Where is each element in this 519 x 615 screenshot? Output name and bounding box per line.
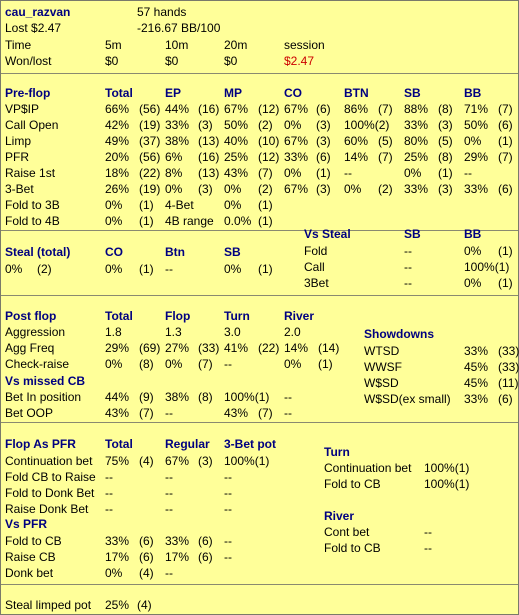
steal-total-value: 0% (5, 262, 23, 276)
vs-steal-header: Vs Steal (304, 227, 351, 241)
steal-total-count: (2) (37, 262, 52, 276)
stat-value: (22) (258, 341, 280, 355)
time-10m: 10m (165, 38, 189, 52)
four-bet-value: 0% (224, 198, 242, 212)
stat-label: Fold to Donk Bet (5, 486, 95, 500)
stat-value: 67% (165, 454, 190, 468)
stat-value: 0% (165, 357, 183, 371)
stat-value: (1) (498, 244, 513, 258)
stat-value: 29% (464, 150, 489, 164)
stat-label: PFR (5, 150, 29, 164)
stat-value: 29% (105, 341, 130, 355)
stat-value: 33% (404, 118, 429, 132)
stat-value: (9) (139, 390, 154, 404)
stat-value: (13) (198, 166, 220, 180)
stat-label: Raise CB (5, 550, 56, 564)
vs-steal-col-bb: BB (464, 227, 482, 241)
stat-value: (6) (498, 182, 513, 196)
separator (1, 422, 518, 423)
stat-label: Raise 1st (5, 166, 56, 180)
stat-value: (1) (498, 134, 513, 148)
time-label: Time (5, 38, 32, 52)
stat-value: (8) (139, 357, 154, 371)
wonlost-10m: $0 (165, 54, 179, 68)
stat-value: (3) (438, 182, 453, 196)
vs-steal-col-sb: SB (404, 227, 421, 241)
bb-per-100: -216.67 BB/100 (137, 21, 221, 35)
stat-value: 14% (284, 341, 309, 355)
stat-value: (3) (316, 182, 331, 196)
stat-value: 0% (284, 166, 302, 180)
stat-value: (5) (378, 134, 393, 148)
stat-value: (33) (498, 344, 519, 358)
stat-label: Agg Freq (5, 341, 55, 355)
stat-value: 0% (464, 134, 482, 148)
stat-value: 0% (165, 182, 183, 196)
stat-value: (19) (139, 182, 161, 196)
stat-value: (6) (198, 534, 213, 548)
stat-value: 0% (105, 357, 123, 371)
stat-label: WTSD (364, 344, 400, 358)
preflop-col-co: CO (284, 86, 302, 100)
stat-label: Continuation bet (5, 454, 93, 468)
separator (1, 295, 518, 296)
stat-value: 41% (224, 341, 249, 355)
stat-value: 45% (464, 360, 489, 374)
postflop-col-total: Total (105, 309, 133, 323)
stat-value: 43% (224, 166, 249, 180)
stat-value: 100%(2) (344, 118, 390, 132)
stat-value: -- (424, 541, 432, 555)
stat-value: -- (105, 502, 113, 516)
stat-value: 25% (404, 150, 429, 164)
stat-value: (56) (139, 102, 161, 116)
stat-value: (11) (498, 376, 519, 390)
preflop-col-sb: SB (404, 86, 421, 100)
stat-value: 27% (165, 341, 190, 355)
stat-value: 33% (464, 392, 489, 406)
stat-value: 49% (105, 134, 130, 148)
stat-value: 100%(1) (224, 390, 270, 404)
stat-label: 3-Bet (5, 182, 34, 196)
stat-value: -- (224, 550, 232, 564)
preflop-col-total: Total (105, 86, 133, 100)
stat-value: 33% (284, 150, 309, 164)
stat-value: (2) (378, 182, 393, 196)
four-bet-label: 4-Bet (165, 198, 194, 212)
player-name: cau_razvan (5, 5, 71, 19)
stat-value: -- (424, 525, 432, 539)
stat-value: 1.8 (105, 325, 122, 339)
separator (1, 584, 518, 585)
stat-value: 43% (224, 406, 249, 420)
fold-to-3b-label: Fold to 3B (5, 198, 60, 212)
steal-limped-label: Steal limped pot (5, 598, 92, 612)
stat-value: (8) (438, 150, 453, 164)
stat-value: (8) (198, 390, 213, 404)
time-session: session (284, 38, 325, 52)
stat-value: (7) (258, 166, 273, 180)
postflop-col-flop: Flop (165, 309, 191, 323)
stat-value: (6) (498, 392, 513, 406)
stat-value: 20% (105, 150, 130, 164)
stat-value: -- (224, 486, 232, 500)
stat-value: 67% (284, 134, 309, 148)
stat-value: (6) (139, 534, 154, 548)
stat-value: -- (165, 486, 173, 500)
stat-value: -- (224, 470, 232, 484)
stat-value: (6) (316, 102, 331, 116)
stat-value: 86% (344, 102, 369, 116)
hands-count: 57 hands (137, 5, 187, 19)
stat-value: (7) (198, 357, 213, 371)
stat-value: 88% (404, 102, 429, 116)
stat-value: 44% (105, 390, 130, 404)
stat-label: W$SD (364, 376, 399, 390)
fold-to-3b-value: 0% (105, 198, 123, 212)
stat-value: (37) (139, 134, 161, 148)
river-header: River (324, 509, 355, 523)
stat-value: -- (165, 406, 173, 420)
stat-label: Call (304, 260, 325, 274)
stat-value: (56) (139, 150, 161, 164)
steal-sb-count: (1) (258, 262, 273, 276)
stat-value: (7) (139, 406, 154, 420)
stat-value: (4) (139, 454, 154, 468)
lost-amount: Lost $2.47 (5, 21, 62, 35)
flop-pfr-col-regular: Regular (165, 437, 210, 451)
stat-value: 18% (105, 166, 130, 180)
stat-value: (7) (498, 102, 513, 116)
stat-value: 33% (105, 534, 130, 548)
stat-value: 33% (165, 118, 190, 132)
steal-co-value: 0% (105, 262, 123, 276)
stat-label: Check-raise (5, 357, 70, 371)
stat-label: Aggression (5, 325, 66, 339)
stat-value: 0% (404, 166, 422, 180)
four-bet-count: (1) (258, 198, 273, 212)
wonlost-20m: $0 (224, 54, 238, 68)
stat-value: 0% (284, 118, 302, 132)
stat-value: 0% (464, 244, 482, 258)
stat-value: 44% (165, 102, 190, 116)
stat-value: -- (224, 502, 232, 516)
preflop-col-mp: MP (224, 86, 242, 100)
stat-value: 17% (105, 550, 130, 564)
stat-value: (2) (258, 118, 273, 132)
stat-value: 33% (404, 182, 429, 196)
stat-label: Donk bet (5, 566, 54, 580)
wonlost-label: Won/lost (5, 54, 52, 68)
stat-label: Fold to CB (5, 534, 62, 548)
stat-value: 8% (165, 166, 183, 180)
stat-label: Fold to CB (324, 477, 381, 491)
stat-value: 25% (224, 150, 249, 164)
steal-limped-count: (4) (137, 598, 152, 612)
stat-value: 42% (105, 118, 130, 132)
stat-value: -- (284, 406, 292, 420)
stat-value: (2) (258, 182, 273, 196)
stat-value: (33) (498, 360, 519, 374)
stat-value: 80% (404, 134, 429, 148)
stat-label: Continuation bet (324, 461, 412, 475)
stat-value: (12) (258, 150, 280, 164)
stat-label: W$SD(ex small) (364, 392, 451, 406)
stat-value: (7) (378, 150, 393, 164)
stat-value: -- (404, 244, 412, 258)
stat-label: Fold CB to Raise (5, 470, 96, 484)
stat-value: (3) (438, 118, 453, 132)
stat-value: 60% (344, 134, 369, 148)
stat-value: 6% (165, 150, 183, 164)
preflop-header: Pre-flop (5, 86, 51, 100)
stat-value: 100%(1) (424, 477, 470, 491)
flop-pfr-header: Flop As PFR (5, 437, 76, 451)
stat-value: (6) (139, 550, 154, 564)
stat-value: (6) (498, 118, 513, 132)
stat-value: (1) (316, 166, 331, 180)
stat-value: (69) (139, 341, 161, 355)
stat-value: 33% (165, 534, 190, 548)
stat-value: (33) (198, 341, 220, 355)
stat-value: 38% (165, 390, 190, 404)
stat-value: -- (105, 470, 113, 484)
separator (1, 73, 518, 74)
stat-value: (16) (198, 102, 220, 116)
fold-to-3b-count: (1) (139, 198, 154, 212)
stat-label: Limp (5, 134, 32, 148)
stat-value: (3) (198, 182, 213, 196)
stat-label: 3Bet (304, 276, 329, 290)
stat-value: (7) (378, 102, 393, 116)
stat-value: (14) (318, 341, 340, 355)
stat-value: 17% (165, 550, 190, 564)
stat-value: (1) (318, 357, 333, 371)
time-5m: 5m (105, 38, 122, 52)
postflop-col-turn: Turn (224, 309, 250, 323)
stat-value: -- (404, 260, 412, 274)
stat-value: 100%(1) (224, 454, 270, 468)
stat-value: (1) (438, 166, 453, 180)
stat-value: 0% (284, 357, 302, 371)
stat-value: (4) (139, 566, 154, 580)
showdowns-header: Showdowns (364, 327, 434, 341)
stat-value: 33% (464, 344, 489, 358)
stat-value: 50% (464, 118, 489, 132)
stat-value: -- (165, 566, 173, 580)
stat-value: -- (344, 166, 352, 180)
stat-label: Bet In position (5, 390, 82, 404)
stat-value: 67% (284, 182, 309, 196)
stat-value: (7) (258, 406, 273, 420)
stat-value: (22) (139, 166, 161, 180)
stat-value: 67% (284, 102, 309, 116)
stat-value: 43% (105, 406, 130, 420)
stat-value: (10) (258, 134, 280, 148)
stat-label: Fold to CB (324, 541, 381, 555)
preflop-col-btn: BTN (344, 86, 369, 100)
stat-value: 38% (165, 134, 190, 148)
stat-value: 66% (105, 102, 130, 116)
stat-value: 45% (464, 376, 489, 390)
flop-pfr-col-total: Total (105, 437, 133, 451)
fold-to-4b-value: 0% (105, 214, 123, 228)
steal-col-co: CO (105, 245, 123, 259)
postflop-col-river: River (284, 309, 315, 323)
stat-value: (5) (438, 134, 453, 148)
stat-value: -- (165, 502, 173, 516)
steal-co-count: (1) (139, 262, 154, 276)
steal-sb-value: 0% (224, 262, 242, 276)
fold-to-4b-count: (1) (139, 214, 154, 228)
preflop-col-bb: BB (464, 86, 482, 100)
stat-label: Raise Donk Bet (5, 502, 89, 516)
stat-value: (3) (198, 454, 213, 468)
stat-value: -- (284, 390, 292, 404)
wonlost-session: $2.47 (284, 54, 315, 68)
stat-label: VP$IP (5, 102, 40, 116)
stat-value: 50% (224, 118, 249, 132)
stat-value: (16) (198, 150, 220, 164)
steal-total-header: Steal (total) (5, 245, 71, 259)
vs-missed-cb-header: Vs missed CB (5, 374, 86, 388)
stat-value: 0% (344, 182, 362, 196)
stat-value: -- (404, 276, 412, 290)
stat-value: (8) (438, 102, 453, 116)
stat-value: 2.0 (284, 325, 301, 339)
steal-btn-value: -- (165, 262, 173, 276)
preflop-col-ep: EP (165, 86, 182, 100)
postflop-header: Post flop (5, 309, 57, 323)
stat-label: Fold (304, 244, 328, 258)
wonlost-5m: $0 (105, 54, 119, 68)
stat-value: -- (165, 470, 173, 484)
flop-pfr-col-3bet-pot: 3-Bet pot (224, 437, 276, 451)
vs-pfr-header: Vs PFR (5, 517, 48, 531)
stat-value: 14% (344, 150, 369, 164)
fold-to-4b-label: Fold to 4B (5, 214, 60, 228)
stat-label: WWSF (364, 360, 402, 374)
stat-value: 33% (464, 182, 489, 196)
stat-value: 0% (224, 182, 242, 196)
stat-value: 0% (464, 276, 482, 290)
stat-value: 3.0 (224, 325, 241, 339)
stat-value: (12) (258, 102, 280, 116)
stat-value: -- (224, 357, 232, 371)
stat-value: 71% (464, 102, 489, 116)
stat-value: (3) (316, 134, 331, 148)
stat-value: (6) (316, 150, 331, 164)
stat-value: -- (464, 166, 472, 180)
stat-value: (13) (198, 134, 220, 148)
stat-value: (19) (139, 118, 161, 132)
time-20m: 20m (224, 38, 248, 52)
stat-value: (3) (316, 118, 331, 132)
turn-header: Turn (324, 445, 350, 459)
stat-value: -- (224, 534, 232, 548)
stat-value: 75% (105, 454, 130, 468)
stat-value: (3) (198, 118, 213, 132)
stat-value: 67% (224, 102, 249, 116)
steal-limped-value: 25% (105, 598, 130, 612)
stat-label: Call Open (5, 118, 59, 132)
four-bet-range-count: (1) (258, 214, 273, 228)
stat-value: (6) (198, 550, 213, 564)
stat-value: 26% (105, 182, 130, 196)
stat-value: (7) (498, 150, 513, 164)
steal-col-btn: Btn (165, 245, 185, 259)
four-bet-range-value: 0.0% (224, 214, 252, 228)
stat-label: Bet OOP (5, 406, 54, 420)
stat-value: 100%(1) (424, 461, 470, 475)
stat-value: 100%(1) (464, 260, 510, 274)
separator (1, 230, 518, 231)
stat-label: Cont bet (324, 525, 370, 539)
stat-value: -- (105, 486, 113, 500)
stat-value: 1.3 (165, 325, 182, 339)
stat-value: (1) (498, 276, 513, 290)
four-bet-range-label: 4B range (165, 214, 214, 228)
steal-col-sb: SB (224, 245, 241, 259)
stat-value: 0% (105, 566, 123, 580)
stat-value: 40% (224, 134, 249, 148)
